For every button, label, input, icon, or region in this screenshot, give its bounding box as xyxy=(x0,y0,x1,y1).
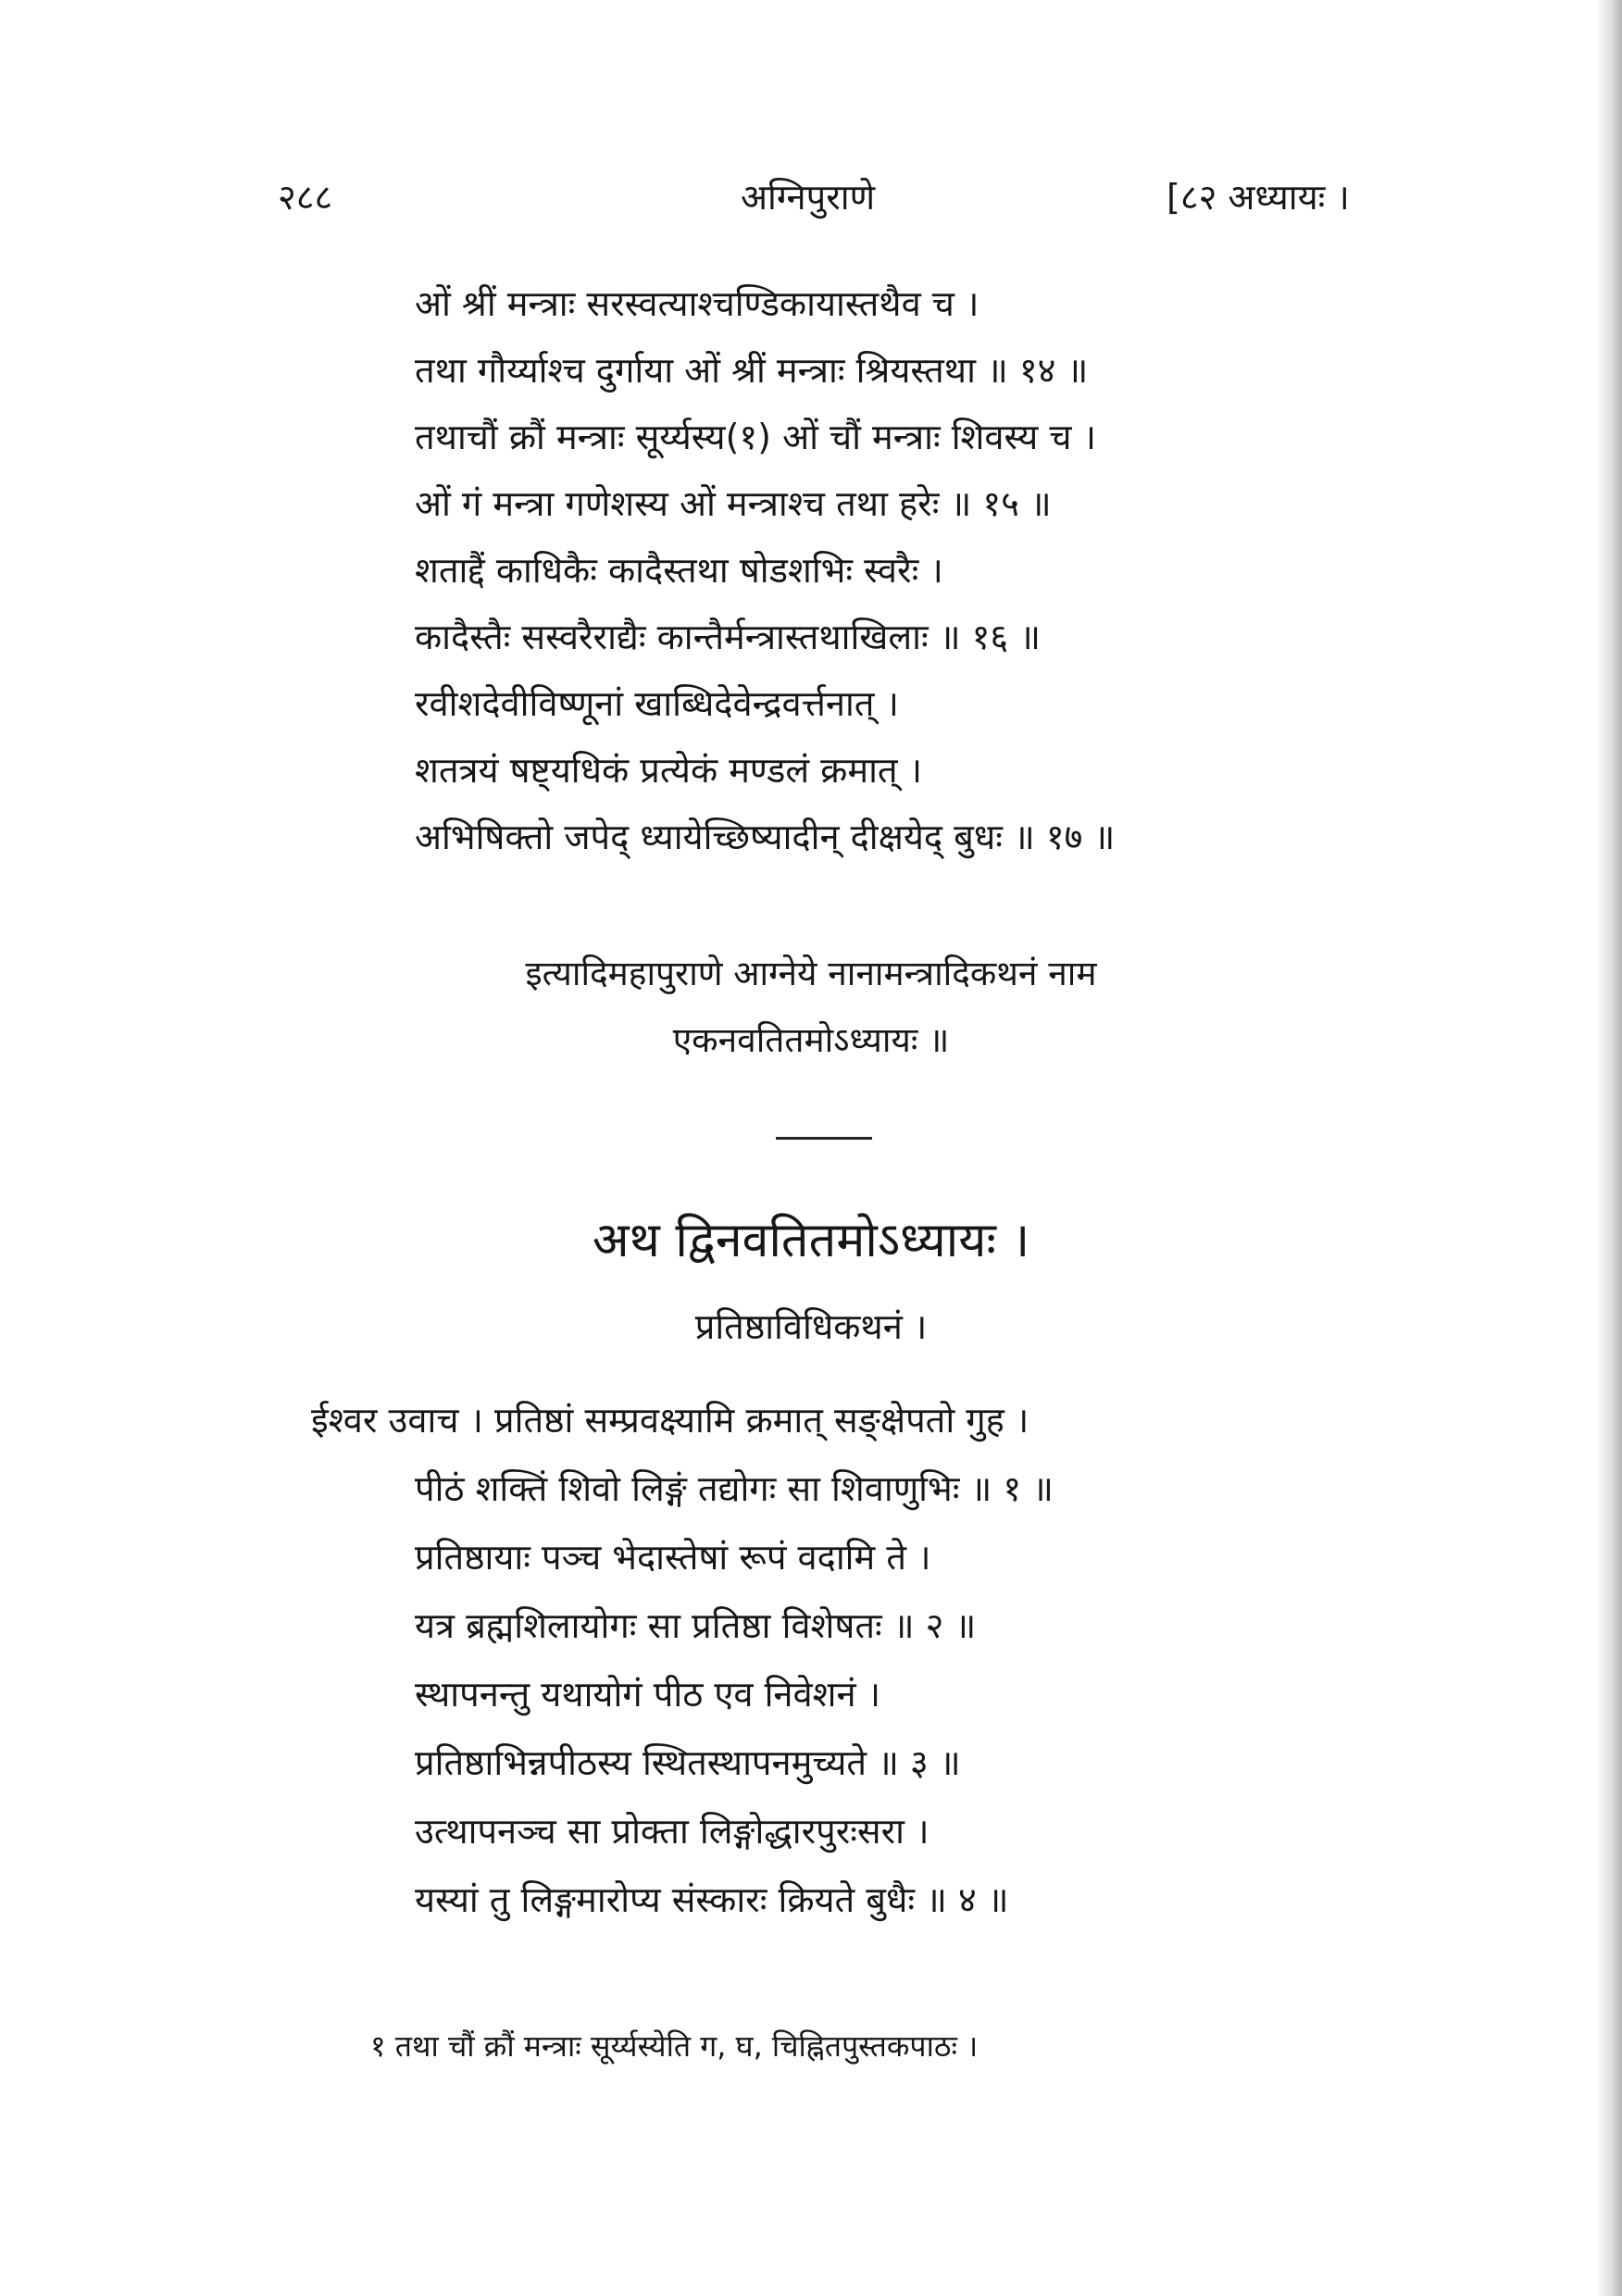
verse-line: अभिषिक्तो जपेद् ध्यायेच्छिष्यादीन् दीक्षयेद् बुधः ॥ १७ ॥ xyxy=(415,817,1116,857)
verse-line: कादैस्तैः सस्वरैराद्यैः कान्तैर्मन्त्रास्तथाखिलाः ॥ १६ ॥ xyxy=(415,617,1041,657)
verse-line: प्रतिष्ठाभिन्नपीठस्य स्थितस्थापनमुच्यते ॥ ३ ॥ xyxy=(415,1742,961,1783)
page-number: २८८ xyxy=(278,177,333,218)
verse-line: ईश्वर उवाच । प्रतिष्ठां सम्प्रवक्ष्यामि क्रमात् सङ्क्षेपतो गुह । xyxy=(311,1400,1029,1441)
colophon-line-1: इत्यादिमहापुराणे आग्नेये नानामन्त्रादिकथनं नाम xyxy=(525,954,1097,993)
verse-line: उत्थापनञ्च सा प्रोक्ता लिङ्गोद्धारपुरःसरा । xyxy=(415,1811,930,1852)
verse-line: शतत्रयं षष्ट्यधिकं प्रत्येकं मण्डलं क्रमात् । xyxy=(415,750,923,791)
verse-line: स्थापनन्तु यथायोगं पीठ एव निवेशनं । xyxy=(415,1674,881,1715)
page-header xyxy=(278,172,1435,228)
verse-line: ओं गं मन्त्रा गणेशस्य ओं मन्त्राश्च तथा हरेः ॥ १५ ॥ xyxy=(415,483,1052,524)
verse-line: शताद्दैं काधिकैः कादैस्तथा षोडशभिः स्वरैः । xyxy=(415,550,943,591)
verse-line: ओं श्रीं मन्त्राः सरस्वत्याश्चण्डिकायास्तथैव च । xyxy=(415,283,979,324)
chapter-title: अथ द्विनवतितमोऽध्यायः । xyxy=(592,1213,1030,1268)
verse-line: प्रतिष्ठायाः पञ्च भेदास्तेषां रूपं वदामि ते । xyxy=(415,1537,931,1578)
verse-line: तथाचौं क्रौं मन्त्राः सूर्य्यस्य(१) ओं चौं मन्त्राः शिवस्य च । xyxy=(415,417,1097,457)
scan-edge-shadow xyxy=(1596,0,1622,2296)
verse-line: यस्यां तु लिङ्गमारोप्य संस्कारः क्रियते बुधैः ॥ ४ ॥ xyxy=(415,1879,1009,1920)
verse-line: पीठं शक्तिं शिवो लिङ्गं तद्योगः सा शिवाणुभिः ॥ १ ॥ xyxy=(415,1468,1054,1509)
verse-line: यत्र ब्रह्मशिलायोगः सा प्रतिष्ठा विशेषतः ॥ २ ॥ xyxy=(415,1605,977,1646)
section-divider xyxy=(776,1137,872,1140)
chapter-reference: [८२ अध्यायः । xyxy=(1167,177,1350,218)
chapter-subtitle: प्रतिष्ठाविधिकथनं । xyxy=(694,1306,928,1347)
verse-line: तथा गौर्य्याश्च दुर्गाया ओं श्रीं मन्त्राः श्रियस्तथा ॥ १४ ॥ xyxy=(415,350,1089,391)
footnote: १ तथा चौं क्रौं मन्त्राः सूर्य्यस्येति ग, घ, चिह्नितपुस्तकपाठः । xyxy=(370,2028,979,2064)
colophon-line-2: एकनवतितमोऽध्यायः ॥ xyxy=(672,1020,950,1060)
running-title: अग्निपुराणे xyxy=(741,177,876,218)
verse-line: रवीशदेवीविष्णूनां खाब्धिदेवेन्द्रवर्त्तनात् । xyxy=(415,683,899,724)
